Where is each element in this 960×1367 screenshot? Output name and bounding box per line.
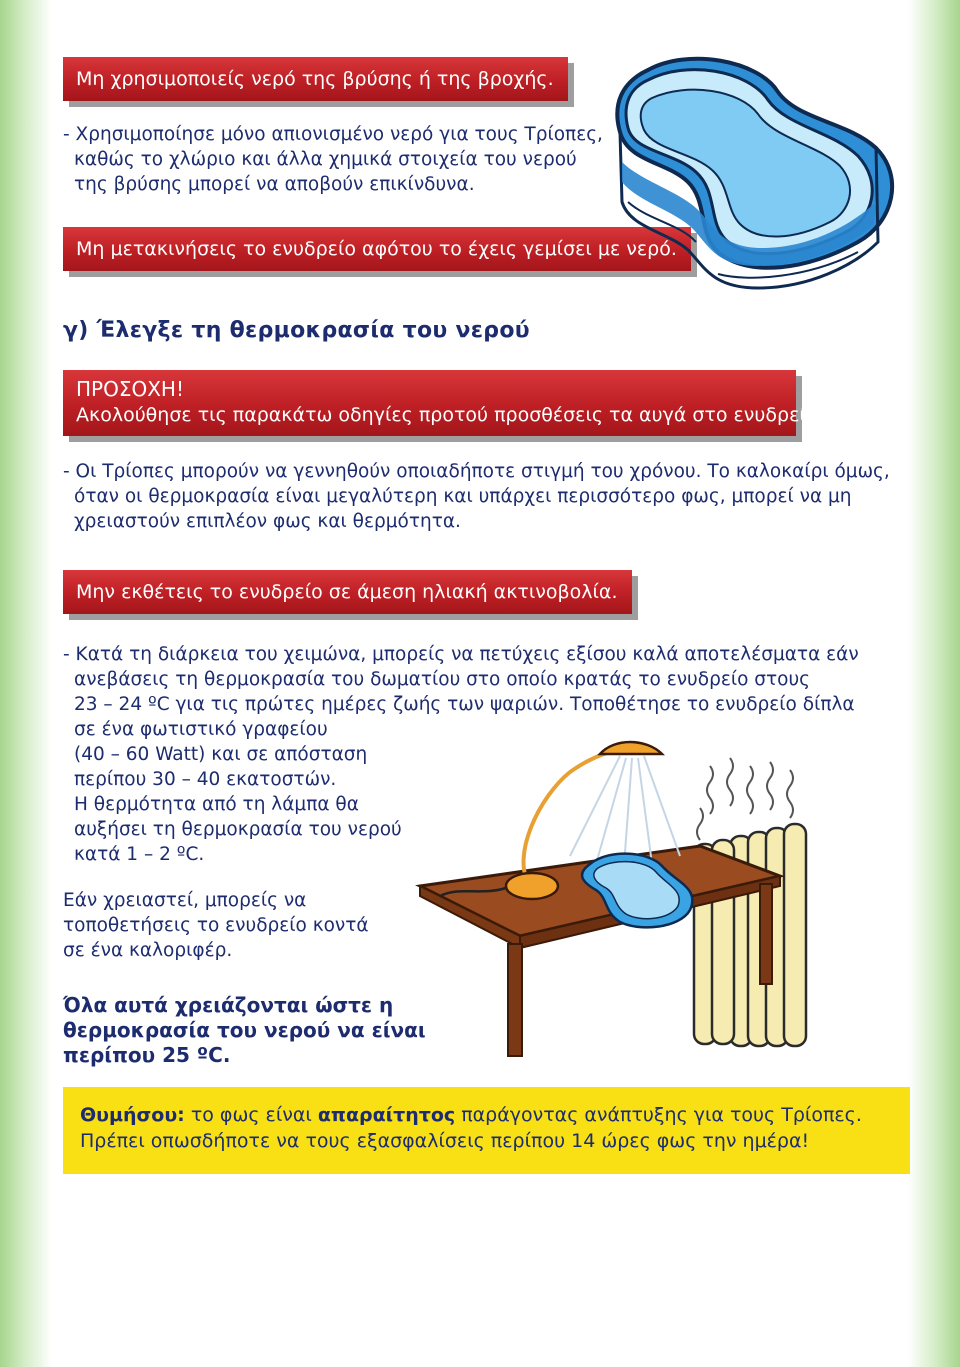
banner-no-move: Μη μετακινήσεις το ενυδρείο αφότου το έχεις γεμίσει με νερό. — [63, 227, 691, 271]
banner-caution — [63, 370, 824, 436]
text-line: σε ένα φωτιστικό γραφείου — [74, 719, 328, 740]
notice-text-a: το φως είναι — [184, 1104, 318, 1126]
notice-line-2: Πρέπει οπωσδήποτε να τους εξασφαλίσεις περίπου 14 ώρες φως την ημέρα! — [80, 1130, 810, 1152]
lamp-table-radiator-illustration — [400, 736, 820, 1066]
notice-line-1 — [80, 1102, 910, 1128]
text-line: 23 – 24 ºC για τις πρώτες ημέρες ζωής των ψαριών. Τοποθέτησε το ενυδρείο δίπλα — [74, 694, 855, 715]
notice-label: Θυμήσου: — [80, 1104, 185, 1126]
text-line: Η θερμότητα από τη λάμπα θα — [74, 794, 359, 815]
text-line: σε ένα καλοριφέρ. — [63, 940, 233, 961]
paragraph-heater — [63, 888, 369, 963]
text-line: - Οι Τρίοπες μπορούν να γεννηθούν οποιαδήποτε στιγμή του χρόνου. Το καλοκαίρι όμως, — [63, 461, 890, 482]
text-line: Όλα αυτά χρειάζονται ώστε η — [63, 993, 394, 1017]
text-line: αυξήσει τη θερμοκρασία του νερού — [74, 819, 402, 840]
text-line: χρειαστούν επιπλέον φως και θερμότητα. — [74, 511, 461, 532]
text-line: Εάν χρειαστεί, μπορείς να — [63, 890, 307, 911]
text-line: καθώς το χλώριο και άλλα χημικά στοιχεία του νερού — [74, 149, 577, 170]
text-line: τοποθετήσεις το ενυδρείο κοντά — [63, 915, 369, 936]
text-line: - Κατά τη διάρκεια του χειμώνα, μπορείς να πετύχεις εξίσου καλά αποτελέσματα εάν — [63, 644, 859, 665]
text-line: - Χρησιμοποίησε μόνο απιονισμένο νερό για τους Τρίοπες, — [63, 124, 603, 145]
caution-text: Ακολούθησε τις παρακάτω οδηγίες προτού προσθέσεις τα αυγά στο ενυδρείο. — [76, 404, 824, 426]
left-green-border — [0, 0, 52, 1367]
text-line: της βρύσης μπορεί να αποβούν επικίνδυνα. — [74, 174, 475, 195]
notice-emphasis: απαραίτητος — [317, 1104, 456, 1126]
text-line: (40 – 60 Watt) και σε απόσταση — [74, 744, 368, 765]
text-line: κατά 1 – 2 ºC. — [74, 844, 205, 865]
banner-tap-water: Μη χρησιμοποιείς νερό της βρύσης ή της βροχής. — [63, 57, 568, 101]
reminder-notice — [63, 1087, 910, 1174]
aquarium-illustration — [608, 52, 908, 294]
text-line: περίπου 25 ºC. — [63, 1043, 231, 1067]
caution-title: ΠΡΟΣΟΧΗ! — [76, 377, 184, 401]
paragraph-summary — [63, 993, 426, 1068]
text-line: ανεβάσεις τη θερμοκρασία του δωματίου στο οποίο κρατάς το ενυδρείο στους — [74, 669, 811, 690]
text-line: περίπου 30 – 40 εκατοστών. — [74, 769, 337, 790]
text-line: όταν οι θερμοκρασία είναι μεγαλύτερη και υπάρχει περισσότερο φως, μπορεί να μη — [74, 486, 852, 507]
right-green-border — [908, 0, 960, 1367]
section-heading: γ) Έλεγξε τη θερμοκρασία του νερού — [63, 318, 530, 343]
text-line: θερμοκρασία του νερού να είναι — [63, 1018, 426, 1042]
paragraph-hatch — [63, 459, 890, 534]
banner-sun: Μην εκθέτεις το ενυδρείο σε άμεση ηλιακή ακτινοβολία. — [63, 570, 632, 614]
paragraph-water — [63, 122, 603, 197]
notice-text-b: παράγοντας ανάπτυξης για τους Τρίοπες. — [455, 1104, 862, 1126]
